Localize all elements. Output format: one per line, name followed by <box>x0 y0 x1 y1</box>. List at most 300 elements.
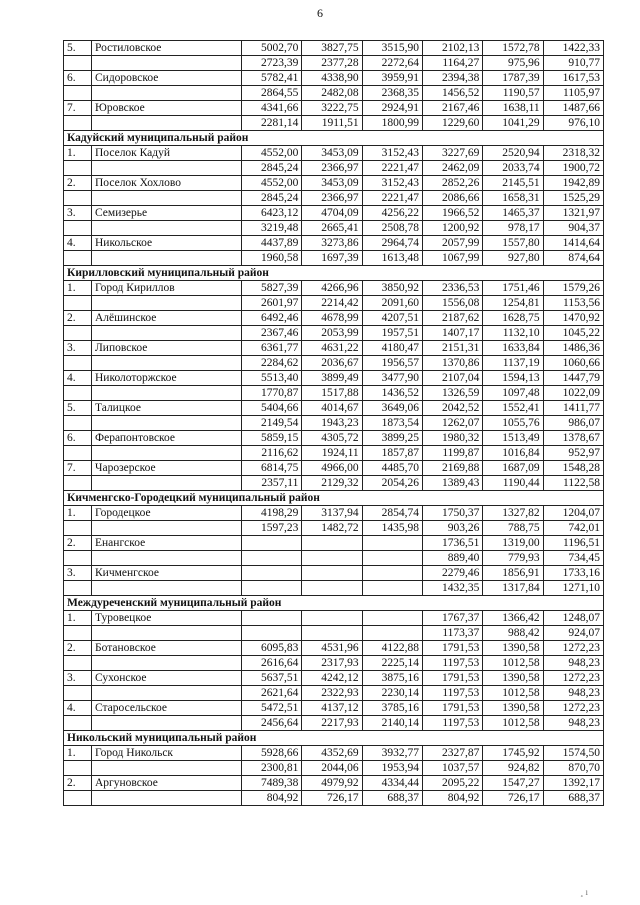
settlement-name <box>92 251 242 266</box>
row-number: 3. <box>64 671 92 686</box>
settlement-name <box>92 161 242 176</box>
value-cell: 1321,97 <box>543 206 603 221</box>
value-cell: 1557,80 <box>483 236 543 251</box>
settlement-name <box>92 581 242 596</box>
value-cell: 1271,10 <box>543 581 603 596</box>
settlement-name <box>92 521 242 536</box>
value-cell: 927,80 <box>483 251 543 266</box>
table-row <box>64 281 604 296</box>
value-cell: 4266,96 <box>302 281 362 296</box>
settlement-name: Ферапонтовское <box>92 431 242 446</box>
value-cell: 7489,38 <box>242 776 302 791</box>
value-cell: 889,40 <box>422 551 482 566</box>
row-number: 4. <box>64 236 92 251</box>
value-cell: 1924,11 <box>302 446 362 461</box>
value-cell: 1525,29 <box>543 191 603 206</box>
value-cell: 2140,14 <box>362 716 422 731</box>
corner-mark: ¸ ı <box>580 887 588 897</box>
row-number: 7. <box>64 101 92 116</box>
value-cell: 2852,26 <box>422 176 482 191</box>
value-cell: 2044,06 <box>302 761 362 776</box>
table-row <box>64 776 604 791</box>
value-cell: 948,23 <box>543 686 603 701</box>
value-cell: 4979,92 <box>302 776 362 791</box>
row-number: 2. <box>64 641 92 656</box>
value-cell: 1037,57 <box>422 761 482 776</box>
settlement-name <box>92 296 242 311</box>
value-cell: 1319,00 <box>483 536 543 551</box>
row-number <box>64 476 92 491</box>
table-row <box>64 236 604 251</box>
value-cell: 2357,11 <box>242 476 302 491</box>
value-cell: 904,37 <box>543 221 603 236</box>
value-cell: 975,96 <box>483 56 543 71</box>
value-cell: 2187,62 <box>422 311 482 326</box>
value-cell: 2169,88 <box>422 461 482 476</box>
value-cell: 1436,52 <box>362 386 422 401</box>
value-cell: 1791,53 <box>422 641 482 656</box>
row-number <box>64 716 92 731</box>
row-number <box>64 446 92 461</box>
table-row <box>64 191 604 206</box>
value-cell: 1548,28 <box>543 461 603 476</box>
table-row <box>64 746 604 761</box>
row-number: 3. <box>64 341 92 356</box>
table-row <box>64 416 604 431</box>
value-cell: 3932,77 <box>362 746 422 761</box>
settlement-name: Кичменгское <box>92 566 242 581</box>
row-number <box>64 251 92 266</box>
value-cell: 4552,00 <box>242 146 302 161</box>
value-cell: 1389,43 <box>422 476 482 491</box>
value-cell: 1574,50 <box>543 746 603 761</box>
table-row <box>64 461 604 476</box>
value-cell: 978,17 <box>483 221 543 236</box>
table-row <box>64 566 604 581</box>
value-cell <box>302 536 362 551</box>
table-row <box>64 671 604 686</box>
value-cell: 1943,23 <box>302 416 362 431</box>
value-cell: 903,26 <box>422 521 482 536</box>
row-number <box>64 791 92 806</box>
table-row <box>64 611 604 626</box>
value-cell: 6361,77 <box>242 341 302 356</box>
settlement-name: Чарозерское <box>92 461 242 476</box>
row-number <box>64 326 92 341</box>
value-cell: 1197,53 <box>422 656 482 671</box>
value-cell <box>302 551 362 566</box>
value-cell: 726,17 <box>302 791 362 806</box>
value-cell: 6095,83 <box>242 641 302 656</box>
value-cell <box>302 566 362 581</box>
value-cell <box>362 611 422 626</box>
value-cell: 2281,14 <box>242 116 302 131</box>
value-cell: 1132,10 <box>483 326 543 341</box>
value-cell: 1272,23 <box>543 671 603 686</box>
value-cell: 4966,00 <box>302 461 362 476</box>
value-cell: 3649,06 <box>362 401 422 416</box>
settlement-name: Енангское <box>92 536 242 551</box>
row-number: 3. <box>64 206 92 221</box>
value-cell: 1378,67 <box>543 431 603 446</box>
value-cell: 1248,07 <box>543 611 603 626</box>
value-cell: 6492,46 <box>242 311 302 326</box>
table-row <box>64 101 604 116</box>
value-cell: 3222,75 <box>302 101 362 116</box>
value-cell: 1456,52 <box>422 86 482 101</box>
value-cell: 2336,53 <box>422 281 482 296</box>
value-cell: 2033,74 <box>483 161 543 176</box>
table-row <box>64 521 604 536</box>
row-number: 6. <box>64 71 92 86</box>
value-cell: 3959,91 <box>362 71 422 86</box>
value-cell: 2300,81 <box>242 761 302 776</box>
value-cell: 924,82 <box>483 761 543 776</box>
row-number: 2. <box>64 776 92 791</box>
value-cell: 2665,41 <box>302 221 362 236</box>
value-cell: 1966,52 <box>422 206 482 221</box>
value-cell: 4198,29 <box>242 506 302 521</box>
settlement-name <box>92 626 242 641</box>
table-row <box>64 221 604 236</box>
value-cell: 1750,37 <box>422 506 482 521</box>
value-cell: 3875,16 <box>362 671 422 686</box>
page-number: 6 <box>317 6 323 20</box>
value-cell: 2508,78 <box>362 221 422 236</box>
value-cell: 1960,58 <box>242 251 302 266</box>
row-number: 7. <box>64 461 92 476</box>
value-cell: 6814,75 <box>242 461 302 476</box>
table-row <box>64 341 604 356</box>
value-cell: 3850,92 <box>362 281 422 296</box>
settlement-name: Сухонское <box>92 671 242 686</box>
value-cell: 734,45 <box>543 551 603 566</box>
value-cell: 2217,93 <box>302 716 362 731</box>
row-number <box>64 161 92 176</box>
value-cell: 5637,51 <box>242 671 302 686</box>
value-cell: 2042,52 <box>422 401 482 416</box>
table-row <box>64 326 604 341</box>
table-row <box>64 86 604 101</box>
value-cell: 2367,46 <box>242 326 302 341</box>
value-cell: 1857,87 <box>362 446 422 461</box>
table-row <box>64 41 604 56</box>
value-cell: 2272,64 <box>362 56 422 71</box>
row-number <box>64 656 92 671</box>
value-cell: 3899,49 <box>302 371 362 386</box>
value-cell: 2057,99 <box>422 236 482 251</box>
value-cell <box>362 581 422 596</box>
value-cell <box>242 626 302 641</box>
value-cell: 1254,81 <box>483 296 543 311</box>
settlement-name: Сидоровское <box>92 71 242 86</box>
table-row <box>64 446 604 461</box>
value-cell: 2845,24 <box>242 191 302 206</box>
tariff-table <box>63 40 604 806</box>
row-number <box>64 686 92 701</box>
value-cell: 1122,58 <box>543 476 603 491</box>
value-cell: 4631,22 <box>302 341 362 356</box>
value-cell: 5827,39 <box>242 281 302 296</box>
table-row <box>64 791 604 806</box>
row-number <box>64 761 92 776</box>
value-cell: 3453,09 <box>302 176 362 191</box>
value-cell: 1012,58 <box>483 686 543 701</box>
value-cell: 788,75 <box>483 521 543 536</box>
table-row <box>64 386 604 401</box>
value-cell: 726,17 <box>483 791 543 806</box>
value-cell: 3453,09 <box>302 146 362 161</box>
value-cell: 1953,94 <box>362 761 422 776</box>
table-row <box>64 161 604 176</box>
row-number <box>64 221 92 236</box>
value-cell: 804,92 <box>242 791 302 806</box>
value-cell: 1942,89 <box>543 176 603 191</box>
value-cell: 1055,76 <box>483 416 543 431</box>
value-cell: 1628,75 <box>483 311 543 326</box>
value-cell: 1791,53 <box>422 671 482 686</box>
value-cell: 1658,31 <box>483 191 543 206</box>
value-cell: 688,37 <box>362 791 422 806</box>
value-cell: 2167,46 <box>422 101 482 116</box>
value-cell: 1465,37 <box>483 206 543 221</box>
row-number: 1. <box>64 611 92 626</box>
value-cell <box>362 536 422 551</box>
value-cell: 1791,53 <box>422 701 482 716</box>
value-cell: 1327,82 <box>483 506 543 521</box>
value-cell: 804,92 <box>422 791 482 806</box>
settlement-name <box>92 116 242 131</box>
value-cell: 3152,43 <box>362 176 422 191</box>
value-cell: 1470,92 <box>543 311 603 326</box>
table-row <box>64 716 604 731</box>
value-cell: 1326,59 <box>422 386 482 401</box>
value-cell: 4352,69 <box>302 746 362 761</box>
table-row <box>64 701 604 716</box>
value-cell: 4341,66 <box>242 101 302 116</box>
value-cell: 870,70 <box>543 761 603 776</box>
value-cell: 4242,12 <box>302 671 362 686</box>
value-cell: 2520,94 <box>483 146 543 161</box>
value-cell: 3227,69 <box>422 146 482 161</box>
settlement-name <box>92 716 242 731</box>
settlement-name: Поселок Хохлово <box>92 176 242 191</box>
value-cell: 1097,48 <box>483 386 543 401</box>
row-number: 1. <box>64 281 92 296</box>
settlement-name <box>92 656 242 671</box>
value-cell: 1856,91 <box>483 566 543 581</box>
value-cell <box>302 581 362 596</box>
table-row <box>64 176 604 191</box>
value-cell: 3137,94 <box>302 506 362 521</box>
table-row <box>64 251 604 266</box>
row-number <box>64 416 92 431</box>
value-cell: 2394,38 <box>422 71 482 86</box>
value-cell: 1956,57 <box>362 356 422 371</box>
table-row <box>64 296 604 311</box>
row-number: 6. <box>64 431 92 446</box>
value-cell: 2964,74 <box>362 236 422 251</box>
row-number: 5. <box>64 41 92 56</box>
value-cell: 1572,78 <box>483 41 543 56</box>
row-number <box>64 296 92 311</box>
value-cell <box>302 611 362 626</box>
value-cell: 1067,99 <box>422 251 482 266</box>
value-cell: 1911,51 <box>302 116 362 131</box>
value-cell: 2095,22 <box>422 776 482 791</box>
value-cell: 742,01 <box>543 521 603 536</box>
value-cell: 3785,16 <box>362 701 422 716</box>
value-cell: 2616,64 <box>242 656 302 671</box>
value-cell: 1012,58 <box>483 716 543 731</box>
value-cell: 3477,90 <box>362 371 422 386</box>
value-cell: 6423,12 <box>242 206 302 221</box>
value-cell: 1613,48 <box>362 251 422 266</box>
value-cell: 2036,67 <box>302 356 362 371</box>
value-cell: 1594,13 <box>483 371 543 386</box>
value-cell: 1137,19 <box>483 356 543 371</box>
settlement-name: Ботановское <box>92 641 242 656</box>
value-cell: 1770,87 <box>242 386 302 401</box>
value-cell: 2230,14 <box>362 686 422 701</box>
value-cell: 1272,23 <box>543 701 603 716</box>
value-cell: 2221,47 <box>362 161 422 176</box>
value-cell: 1422,33 <box>543 41 603 56</box>
value-cell: 2366,97 <box>302 191 362 206</box>
value-cell: 2482,08 <box>302 86 362 101</box>
row-number: 3. <box>64 566 92 581</box>
value-cell: 1435,98 <box>362 521 422 536</box>
value-cell: 3515,90 <box>362 41 422 56</box>
value-cell: 988,42 <box>483 626 543 641</box>
value-cell: 3152,43 <box>362 146 422 161</box>
value-cell <box>302 626 362 641</box>
value-cell: 3219,48 <box>242 221 302 236</box>
value-cell: 1617,53 <box>543 71 603 86</box>
value-cell: 5513,40 <box>242 371 302 386</box>
value-cell: 4305,72 <box>302 431 362 446</box>
table-row <box>64 311 604 326</box>
value-cell: 1597,23 <box>242 521 302 536</box>
value-cell: 2149,54 <box>242 416 302 431</box>
value-cell: 1547,27 <box>483 776 543 791</box>
value-cell: 4704,09 <box>302 206 362 221</box>
value-cell: 1173,37 <box>422 626 482 641</box>
value-cell <box>362 626 422 641</box>
value-cell: 2086,66 <box>422 191 482 206</box>
row-number <box>64 551 92 566</box>
value-cell: 1767,37 <box>422 611 482 626</box>
settlement-name: Старосельское <box>92 701 242 716</box>
settlement-name <box>92 326 242 341</box>
value-cell: 2322,93 <box>302 686 362 701</box>
settlement-name: Городецкое <box>92 506 242 521</box>
value-cell: 924,07 <box>543 626 603 641</box>
value-cell: 1370,86 <box>422 356 482 371</box>
row-number: 1. <box>64 746 92 761</box>
value-cell: 1579,26 <box>543 281 603 296</box>
value-cell: 1204,07 <box>543 506 603 521</box>
value-cell: 1262,07 <box>422 416 482 431</box>
value-cell: 1687,09 <box>483 461 543 476</box>
value-cell: 5472,51 <box>242 701 302 716</box>
value-cell: 4531,96 <box>302 641 362 656</box>
settlement-name: Липовское <box>92 341 242 356</box>
value-cell: 2924,91 <box>362 101 422 116</box>
district-header-row <box>64 731 604 746</box>
value-cell: 1190,44 <box>483 476 543 491</box>
value-cell: 1787,39 <box>483 71 543 86</box>
value-cell: 1190,57 <box>483 86 543 101</box>
value-cell: 2462,09 <box>422 161 482 176</box>
row-number <box>64 581 92 596</box>
value-cell: 2456,64 <box>242 716 302 731</box>
value-cell: 4122,88 <box>362 641 422 656</box>
value-cell: 4338,90 <box>302 71 362 86</box>
value-cell: 2129,32 <box>302 476 362 491</box>
row-number: 5. <box>64 401 92 416</box>
value-cell: 1751,46 <box>483 281 543 296</box>
row-number: 4. <box>64 701 92 716</box>
value-cell: 2327,87 <box>422 746 482 761</box>
settlement-name <box>92 86 242 101</box>
value-cell: 1638,11 <box>483 101 543 116</box>
value-cell: 4334,44 <box>362 776 422 791</box>
district-title: Кадуйский муниципальный район <box>64 131 604 146</box>
settlement-name: Город Никольск <box>92 746 242 761</box>
value-cell <box>242 566 302 581</box>
value-cell: 1197,53 <box>422 686 482 701</box>
table-row <box>64 146 604 161</box>
value-cell: 2318,32 <box>543 146 603 161</box>
row-number: 2. <box>64 311 92 326</box>
settlement-name <box>92 551 242 566</box>
row-number: 1. <box>64 506 92 521</box>
settlement-name: Николоторжское <box>92 371 242 386</box>
district-title: Никольский муниципальный район <box>64 731 604 746</box>
value-cell: 2284,62 <box>242 356 302 371</box>
value-cell: 1736,51 <box>422 536 482 551</box>
row-number <box>64 626 92 641</box>
value-cell: 1957,51 <box>362 326 422 341</box>
value-cell: 1045,22 <box>543 326 603 341</box>
value-cell: 1272,23 <box>543 641 603 656</box>
value-cell: 4437,89 <box>242 236 302 251</box>
district-header-row <box>64 596 604 611</box>
table-row <box>64 761 604 776</box>
value-cell: 2214,42 <box>302 296 362 311</box>
value-cell: 1800,99 <box>362 116 422 131</box>
settlement-name: Туровецкое <box>92 611 242 626</box>
value-cell: 1153,56 <box>543 296 603 311</box>
value-cell: 1390,58 <box>483 671 543 686</box>
value-cell: 1366,42 <box>483 611 543 626</box>
value-cell: 4552,00 <box>242 176 302 191</box>
value-cell: 1196,51 <box>543 536 603 551</box>
row-number <box>64 191 92 206</box>
table-body <box>64 41 604 806</box>
district-header-row <box>64 266 604 281</box>
value-cell: 5859,15 <box>242 431 302 446</box>
settlement-name <box>92 791 242 806</box>
table-row <box>64 686 604 701</box>
value-cell: 1447,79 <box>543 371 603 386</box>
value-cell: 986,07 <box>543 416 603 431</box>
value-cell: 2091,60 <box>362 296 422 311</box>
settlement-name <box>92 221 242 236</box>
value-cell: 1733,16 <box>543 566 603 581</box>
value-cell: 2221,47 <box>362 191 422 206</box>
